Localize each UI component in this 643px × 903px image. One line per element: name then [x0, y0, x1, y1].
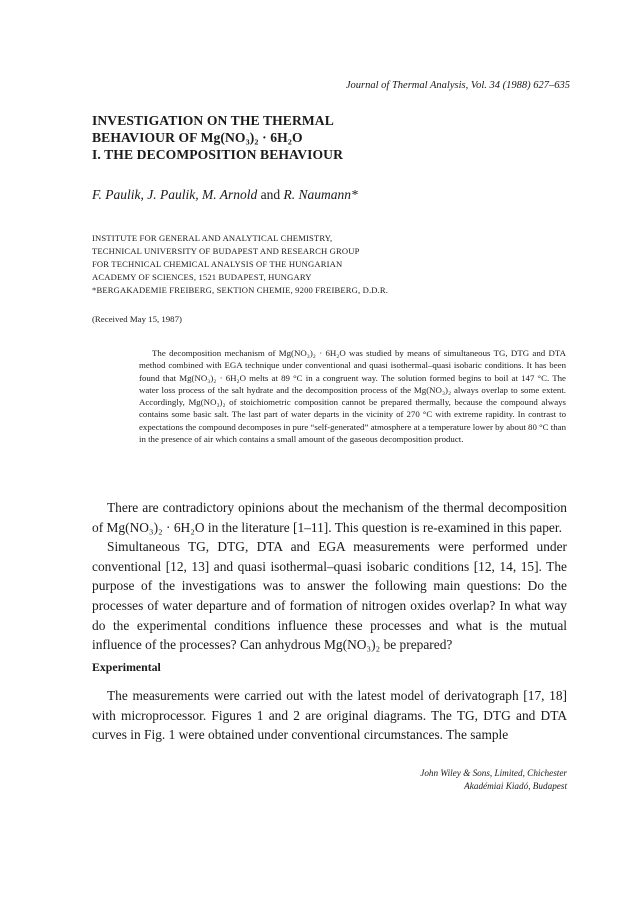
section-heading-experimental: Experimental — [92, 660, 161, 674]
experimental-section — [92, 686, 567, 745]
title-line-3: I. THE DECOMPOSITION BEHAVIOUR — [92, 147, 344, 162]
intro-paragraph-2: Simultaneous TG, DTG, DTA and EGA measurements were performed under conventional [12, 13] and quasi isothermal–quasi isobaric conditions [12, 14, 15]. The purpose of the investigations was to answer the following main questions: Do the processes of water departure and of formation of nitrogen oxides overlap? In what way do the experimental conditions influence these processes and what is the mutual influence of the processes? Can anhydrous Mg(NO₃)₂ be prepared? — [92, 539, 567, 653]
publisher-info — [420, 767, 567, 792]
author-list — [92, 187, 358, 203]
affiliation-line: TECHNICAL UNIVERSITY OF BUDAPEST AND RESEARCH GROUP — [92, 246, 360, 256]
title-line-2-prefix: BEHAVIOUR OF — [92, 130, 201, 145]
publisher-line-1: John Wiley & Sons, Limited, Chichester — [420, 768, 567, 778]
publisher-line-2: Akadémiai Kiadó, Budapest — [464, 780, 567, 791]
title-line-2 — [92, 129, 343, 146]
intro-paragraph-1: There are contradictory opinions about the mechanism of the thermal decomposition of Mg(NO₃)₂ · 6H₂O in the literature [1–11]. This question is re-examined in this paper. — [92, 500, 567, 535]
affiliation-line: ACADEMY OF SCIENCES, 1521 BUDAPEST, HUNGARY — [92, 272, 312, 282]
paper-title — [92, 112, 343, 163]
title-line-1: INVESTIGATION ON THE THERMAL — [92, 113, 334, 128]
title-formula: Mg(NO₃)₂ · 6H₂O — [200, 130, 303, 145]
affiliation-line: INSTITUTE FOR GENERAL AND ANALYTICAL CHEMISTRY, — [92, 233, 333, 243]
journal-citation: Journal of Thermal Analysis, Vol. 34 (1988) 627–635 — [345, 80, 570, 91]
authors-part-2: R. Naumann* — [283, 187, 358, 202]
affiliation-line: *BERGAKADEMIE FREIBERG, SEKTION CHEMIE, 9200 FREIBERG, D.D.R. — [92, 285, 389, 295]
affiliation-block — [92, 232, 388, 297]
abstract — [139, 347, 566, 445]
received-date: (Received May 15, 1987) — [92, 314, 182, 324]
abstract-text: The decomposition mechanism of Mg(NO₃)₂ · 6H₂O was studied by means of simultaneous TG, DTG and DTA method combined with EGA technique under conventional and quasi isothermal–quasi isobaric conditions. It has been found that Mg(NO₃)₂ · 6H₂O melts at 89 °C in a congruent way. The solution formed begins to boil at 147 °C. The water loss process of the salt hydrate and the decomposition process of the Mg(NO₃)₂ always overlap to some extent. Accordingly, Mg(NO₃)₂ of stoichiometric composition cannot be prepared thermally, because the compound always contains some basic salt. The last part of water departs in the vicinity of 270 °C with extreme rapidity. In contrast to expectations the compound decomposes in pure “self-generated” atmosphere at a temperature lower by about 80 °C than in the presence of air which contains a small amount of the gaseous decomposition product. — [139, 348, 566, 445]
experimental-paragraph: The measurements were carried out with the latest model of derivatograph [17, 18] with microprocessor. Figures 1 and 2 are original diagrams. The TG, DTG and DTA curves in Fig. 1 were obtained under conventional circumstances. The sample — [92, 688, 567, 743]
affiliation-line: FOR TECHNICAL CHEMICAL ANALYSIS OF THE HUNGARIAN — [92, 259, 343, 269]
introduction — [92, 498, 567, 655]
authors-part-1: F. Paulik, J. Paulik, M. Arnold — [92, 187, 258, 202]
authors-and: and — [257, 187, 284, 202]
